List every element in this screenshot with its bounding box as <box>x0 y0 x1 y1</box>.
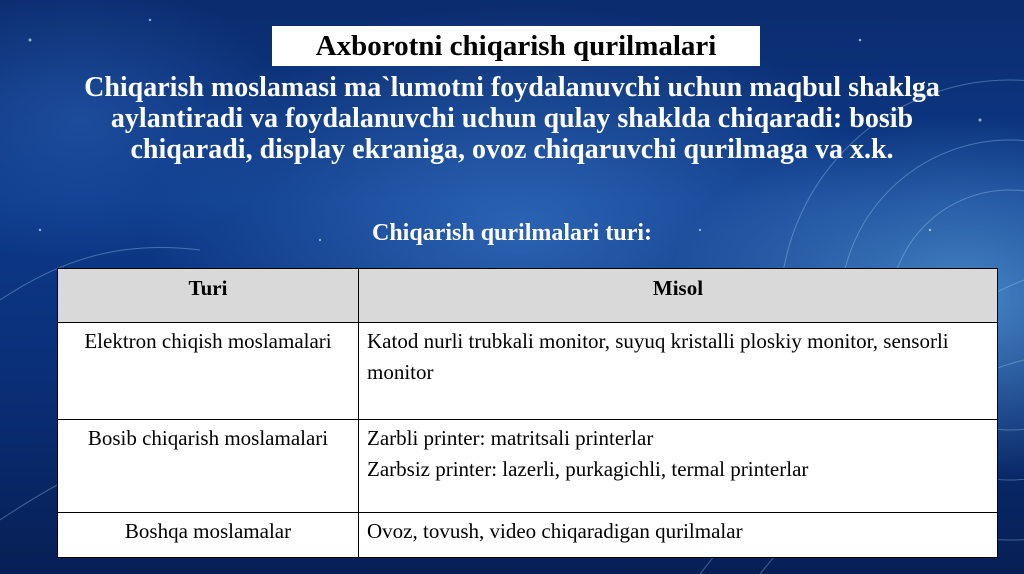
intro-paragraph: Chiqarish moslamasi ma`lumotni foydalanuvchi uchun maqbul shaklga aylantiradi va foydalanuvchi uchun qulay shaklda chiqaradi: bosib chiqaradi, display ekraniga, ovoz chiqaruvchi qurilmaga va x.k. <box>84 72 940 165</box>
header-example: Misol <box>359 269 998 323</box>
cell-type: Boshqa moslamalar <box>58 513 359 558</box>
example-line: Ovoz, tovush, video chiqaradigan qurilmalar <box>367 519 743 543</box>
example-line: Katod nurli trubkali monitor, suyuq kristalli ploskiy monitor, sensorli monitor <box>367 329 949 384</box>
example-line: Zarbsiz printer: lazerli, purkagichli, termal printerlar <box>367 457 809 481</box>
cell-type: Elektron chiqish moslamalari <box>58 323 359 420</box>
header-type: Turi <box>58 269 359 323</box>
table-header-row <box>58 269 998 323</box>
table-row <box>58 513 998 558</box>
output-devices-table <box>57 268 998 558</box>
slide-title: Axborotni chiqarish qurilmalari <box>272 26 760 66</box>
example-line: Zarbli printer: matritsali printerlar <box>367 426 654 450</box>
cell-example <box>359 513 998 558</box>
table-row <box>58 420 998 513</box>
table-caption: Chiqarish qurilmalari turi: <box>371 220 653 246</box>
table-row <box>58 323 998 420</box>
cell-example <box>359 420 998 513</box>
cell-type: Bosib chiqarish moslamalari <box>58 420 359 513</box>
cell-example <box>359 323 998 420</box>
